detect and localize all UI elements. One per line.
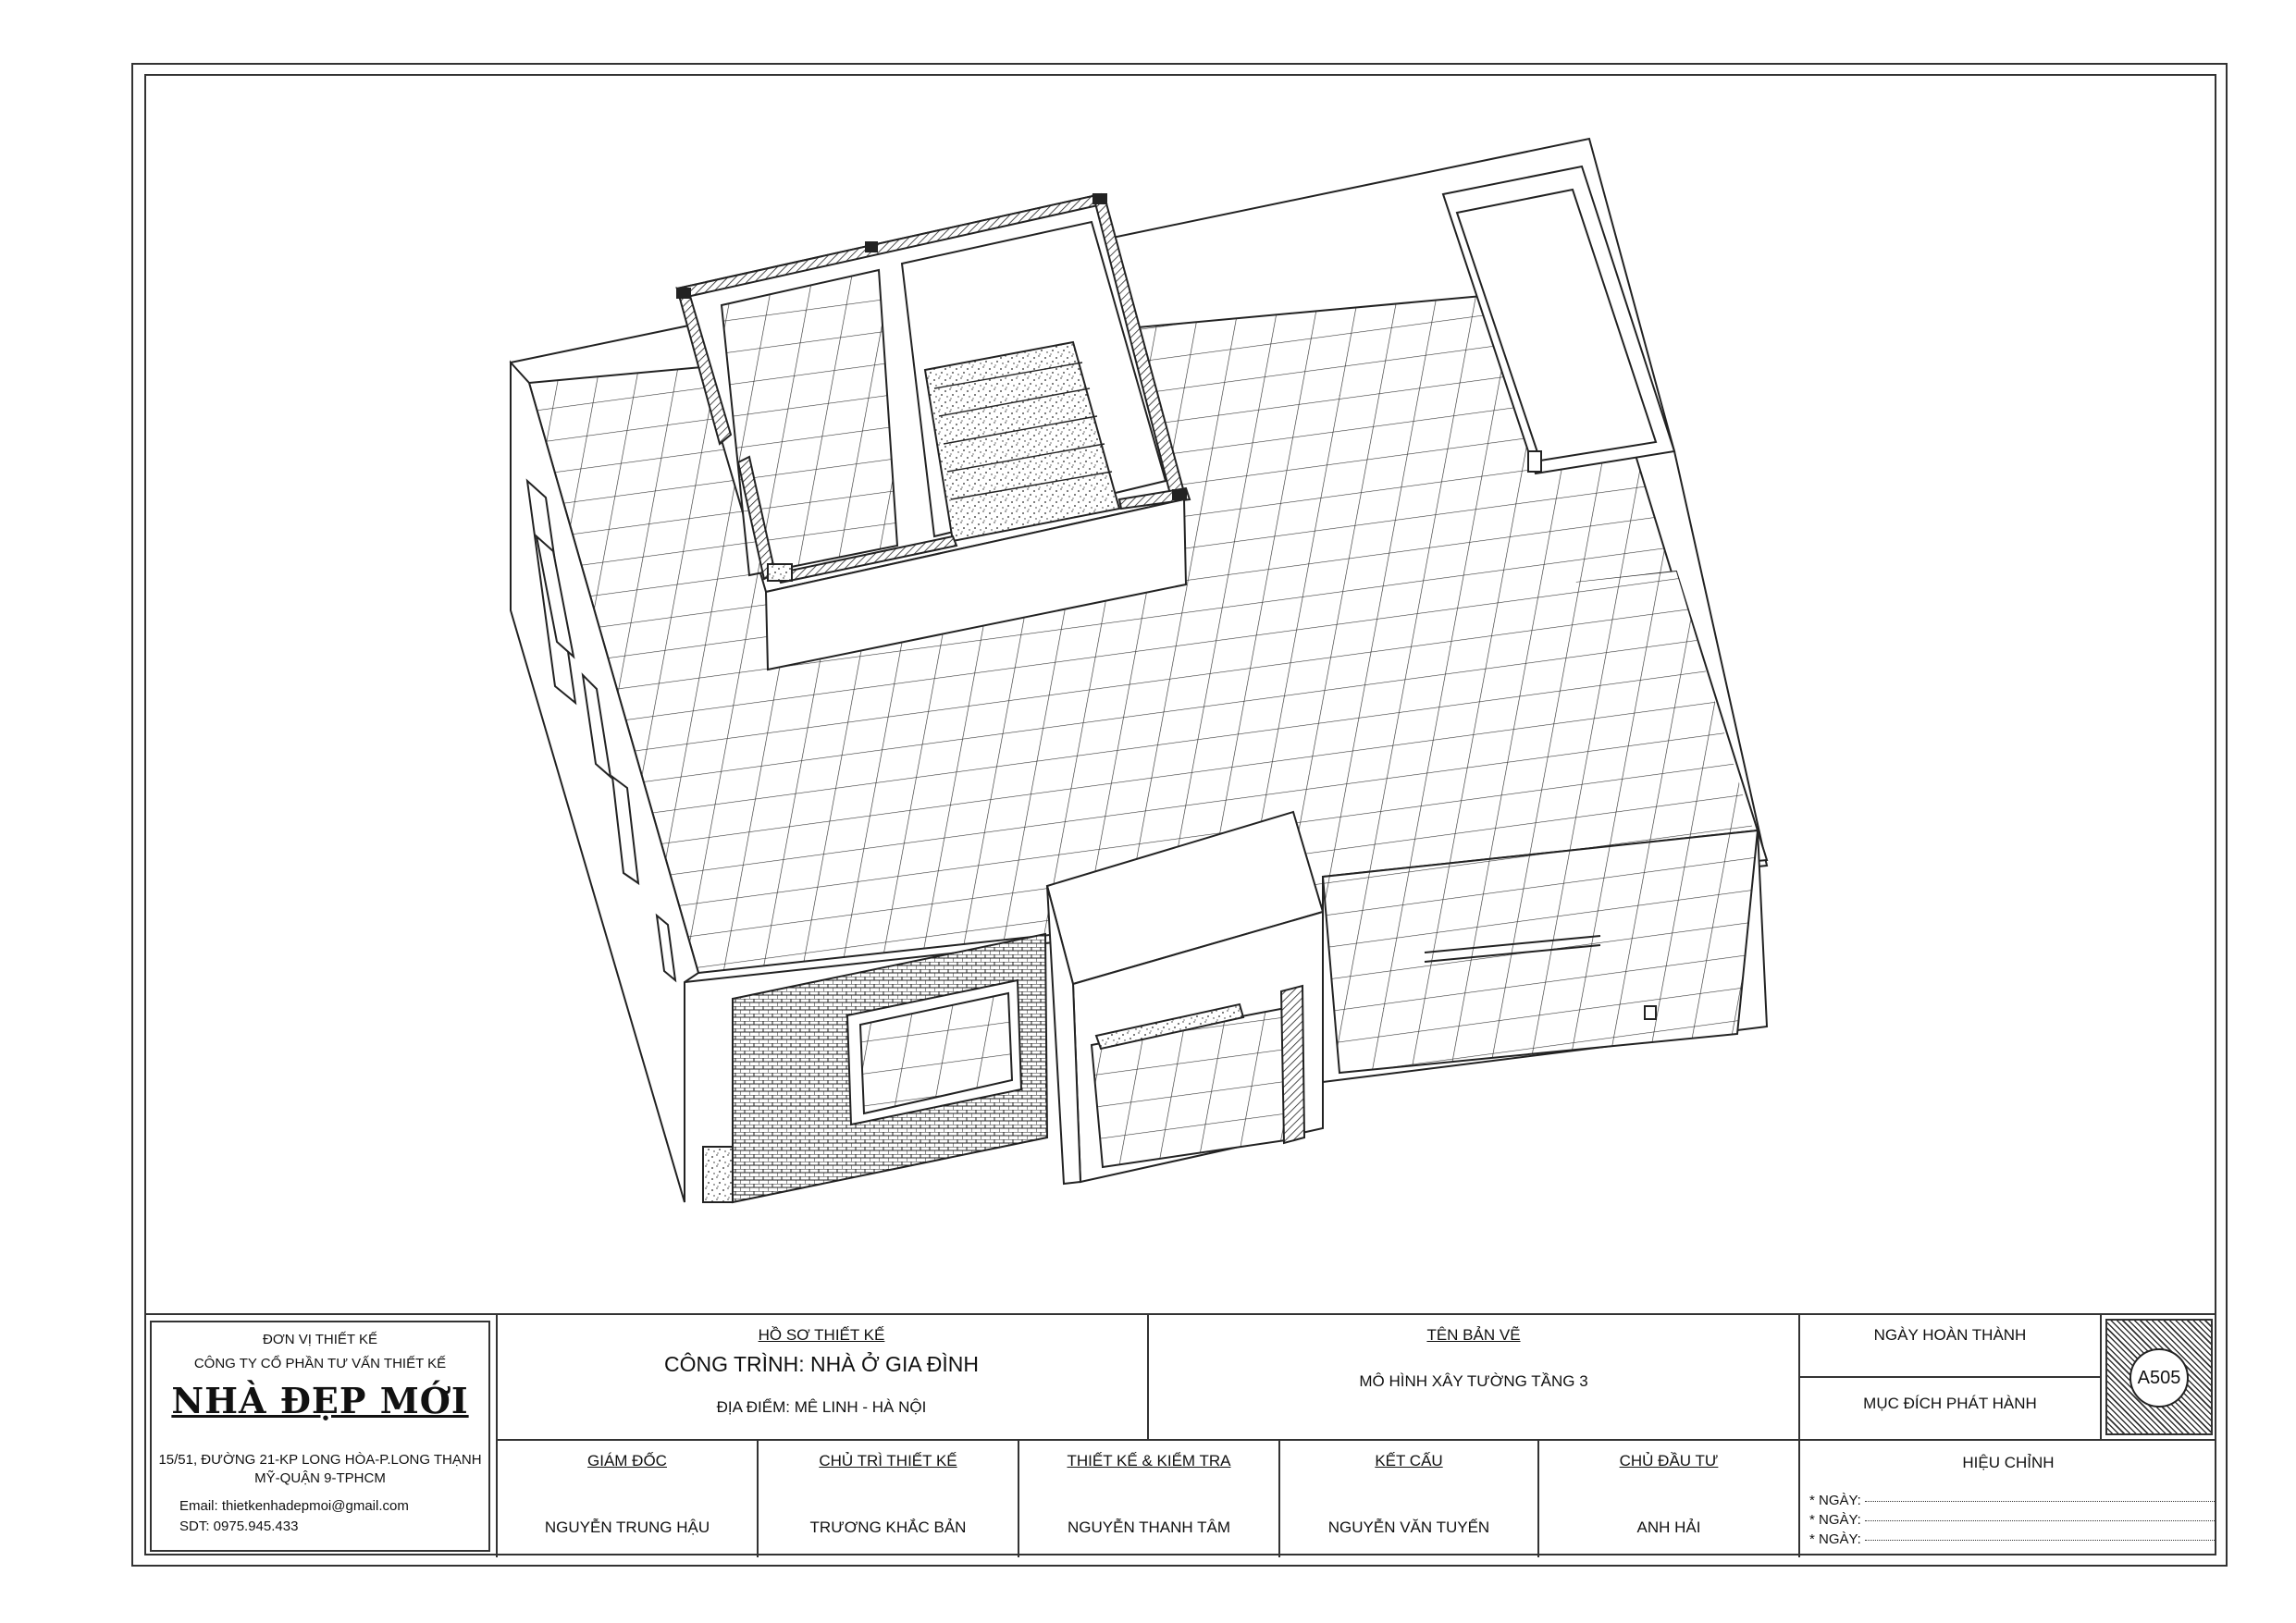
drawing-name-label: TÊN BẢN VẼ <box>1426 1326 1521 1344</box>
company-address-line2: MỸ-QUẬN 9-TPHCM <box>254 1470 386 1486</box>
role-name-lead-designer: TRƯƠNG KHẮC BẢN <box>809 1518 967 1536</box>
company-brand-logo: NHÀ ĐẸP MỚI <box>171 1380 469 1421</box>
role-title-director: GIÁM ĐỐC <box>587 1452 667 1469</box>
revision-line: * NGÀY: <box>1809 1512 2216 1528</box>
role-title-structure: KẾT CẤU <box>1375 1452 1443 1469</box>
project-location: ĐỊA ĐIỂM: MÊ LINH - HÀ NỘI <box>716 1398 927 1416</box>
role-title-lead-designer: CHỦ TRÌ THIẾT KẾ <box>819 1452 957 1469</box>
revision-lines <box>1809 1493 2207 1554</box>
company-address-line1: 15/51, ĐƯỜNG 21-KP LONG HÒA-P.LONG THẠNH <box>158 1452 482 1468</box>
role-name-structure: NGUYỄN VĂN TUYẾN <box>1327 1518 1490 1536</box>
completion-date-label: NGÀY HOÀN THÀNH <box>1873 1326 2027 1344</box>
revision-label: HIỆU CHỈNH <box>1962 1454 2055 1471</box>
company-email: Email: thietkenhadepmoi@gmail.com <box>179 1498 409 1514</box>
release-purpose-label: MỤC ĐÍCH PHÁT HÀNH <box>1863 1395 2037 1412</box>
role-name-investor: ANH HẢI <box>1636 1518 1701 1536</box>
role-title-investor: CHỦ ĐẦU TƯ <box>1619 1452 1719 1469</box>
dossier-label: HỒ SƠ THIẾT KẾ <box>758 1326 885 1344</box>
sheet-number-circle <box>2129 1348 2189 1408</box>
revision-line: * NGÀY: <box>1809 1531 2216 1547</box>
role-name-director: NGUYỄN TRUNG HẬU <box>544 1518 710 1536</box>
design-unit-label: ĐƠN VỊ THIẾT KẾ <box>263 1332 377 1347</box>
revision-line: * NGÀY: <box>1809 1493 2216 1508</box>
company-phone: SDT: 0975.945.433 <box>179 1518 299 1534</box>
isometric-floor-model <box>144 74 2216 1313</box>
company-name: CÔNG TY CỔ PHẦN TƯ VẤN THIẾT KẾ <box>193 1356 447 1371</box>
role-title-design-check: THIẾT KẾ & KIỂM TRA <box>1067 1452 1231 1469</box>
sheet-number-box <box>2105 1319 2213 1435</box>
project-name: CÔNG TRÌNH: NHÀ Ở GIA ĐÌNH <box>663 1352 980 1376</box>
company-box <box>150 1321 490 1552</box>
title-block <box>144 1313 2216 1555</box>
drawing-name: MÔ HÌNH XÂY TƯỜNG TẦNG 3 <box>1359 1372 1588 1390</box>
role-name-design-check: NGUYỄN THANH TÂM <box>1067 1518 1230 1536</box>
sheet-number: A505 <box>2137 1367 2181 1388</box>
